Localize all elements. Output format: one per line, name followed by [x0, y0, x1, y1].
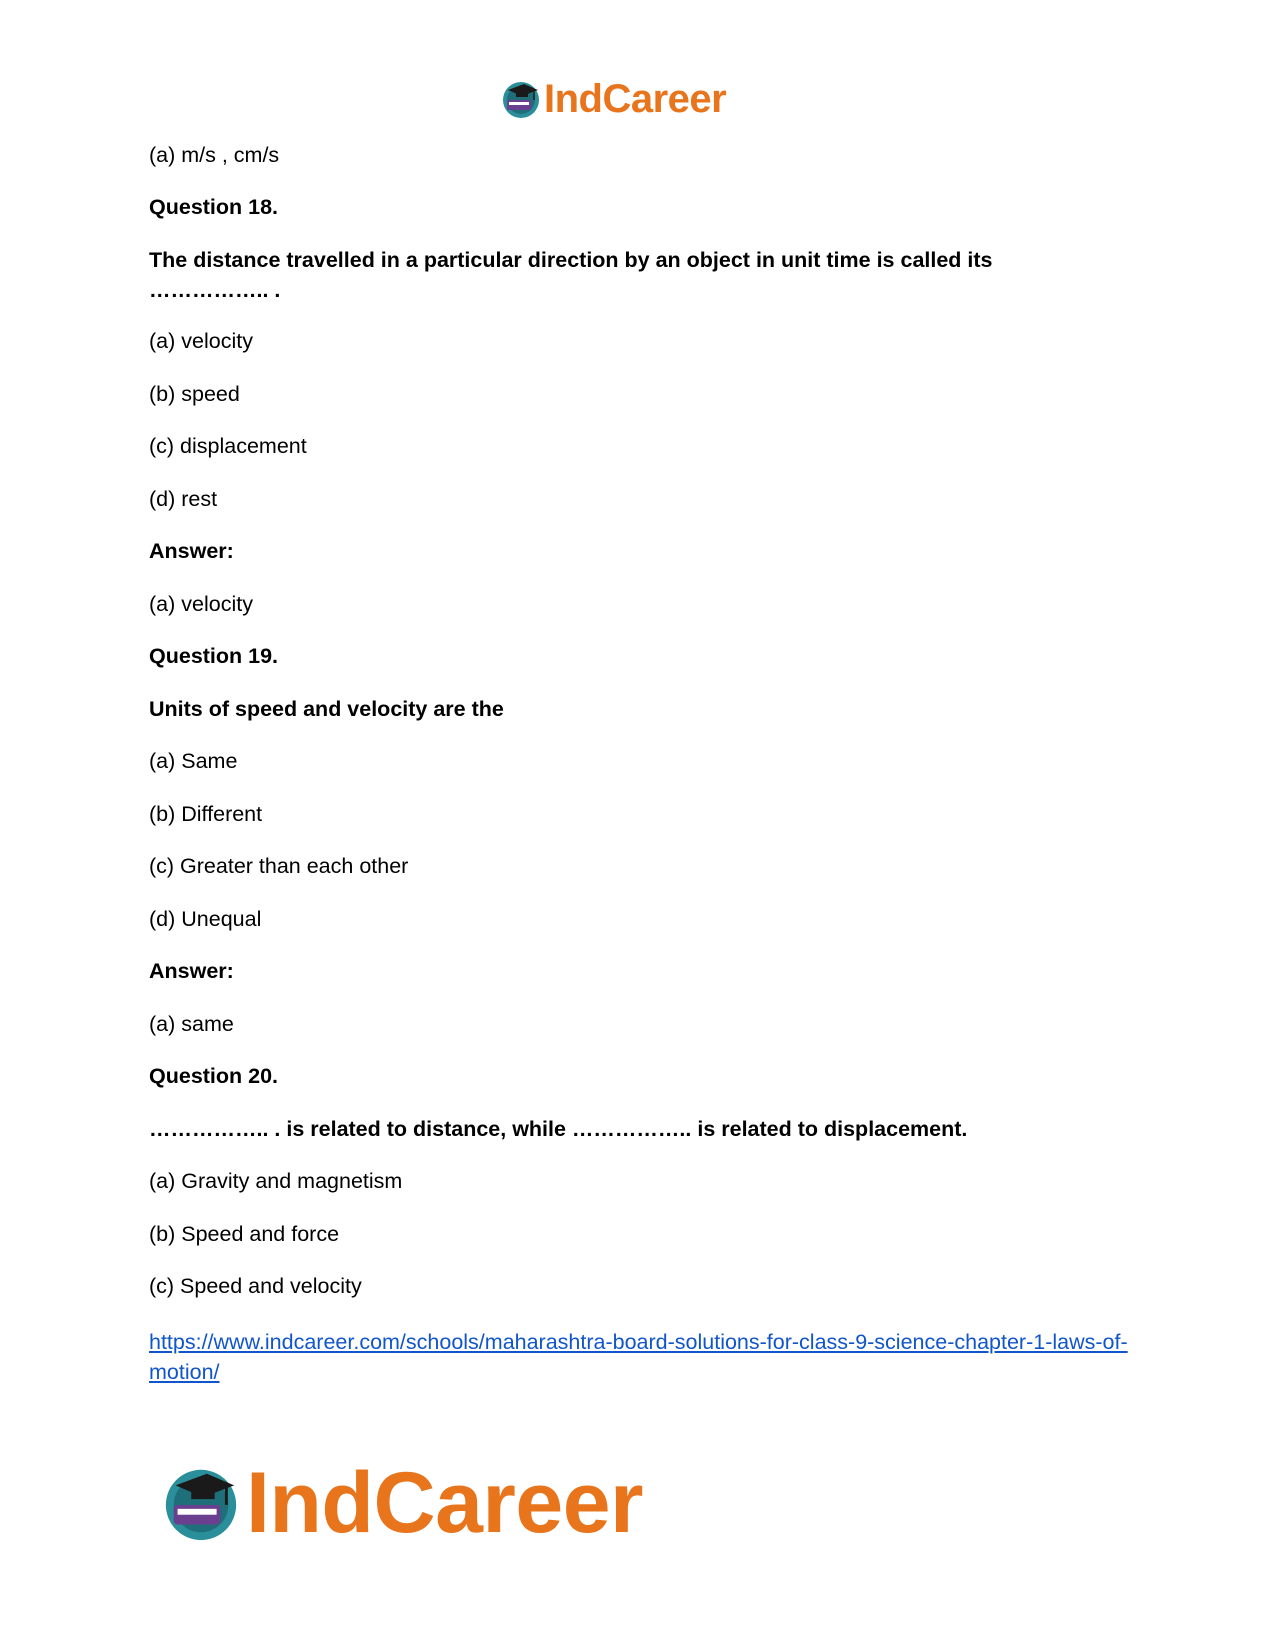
option: (d) Unequal [149, 907, 262, 931]
option: (a) Gravity and magnetism [149, 1169, 403, 1193]
footer-logo [160, 1455, 643, 1551]
logo-wordmark: IndCareer [544, 77, 727, 121]
logo-wordmark: IndCareer [246, 1455, 643, 1551]
option: (a) velocity [149, 329, 253, 353]
option: (c) Greater than each other [149, 854, 409, 878]
answer-value: (a) same [149, 1012, 234, 1036]
question-heading: Question 19. [149, 644, 279, 668]
answer-heading: Answer: [149, 539, 234, 563]
question-text: Units of speed and velocity are the [149, 697, 504, 721]
option: (b) Speed and force [149, 1222, 340, 1246]
option: (b) Different [149, 802, 263, 826]
question-text: The distance travelled in a particular direction by an object in unit time is called its …………….. . [149, 248, 993, 302]
answer-heading: Answer: [149, 959, 234, 983]
option: (c) Speed and velocity [149, 1274, 362, 1298]
option: (d) rest [149, 487, 218, 511]
header-logo [500, 78, 726, 120]
question-heading: Question 20. [149, 1064, 279, 1088]
option: (a) Same [149, 749, 238, 773]
graduation-book-globe-icon [160, 1462, 242, 1544]
question-heading: Question 18. [149, 195, 279, 219]
graduation-book-globe-icon [500, 78, 542, 120]
answer-value: (a) velocity [149, 592, 253, 616]
option: (c) displacement [149, 434, 307, 458]
option: (b) speed [149, 382, 240, 406]
source-link[interactable]: https://www.indcareer.com/schools/maharashtra-board-solutions-for-class-9-science-chapter-1-laws-of-motion/ [149, 1330, 1128, 1384]
question-text: …………….. . is related to distance, while …………….. is related to displacement. [149, 1117, 968, 1141]
answer-option: (a) m/s , cm/s [149, 143, 280, 167]
